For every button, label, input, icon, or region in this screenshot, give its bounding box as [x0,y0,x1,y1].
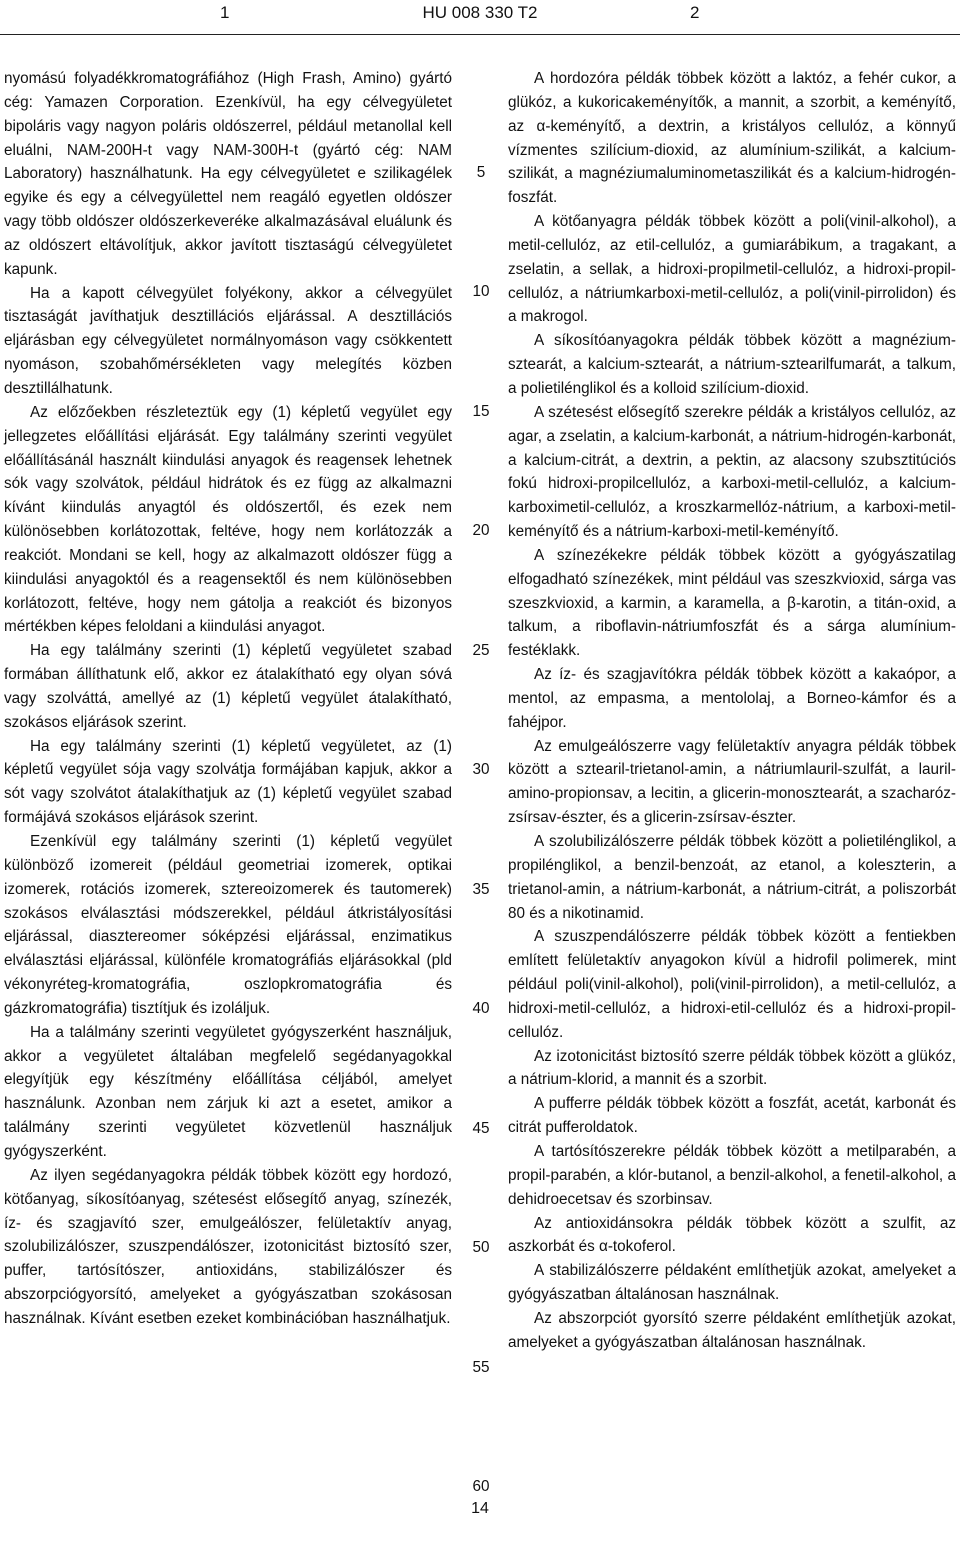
paragraph: A stabilizálószerre példaként említhetjük azokat, amelyeket a gyógyászatban általánosan használnak. [508,1262,956,1304]
line-number: 45 [472,1119,490,1137]
line-number: 20 [472,522,490,540]
header-left-page-number: 1 [220,3,230,22]
paragraph: Az abszorpciót gyorsító szerre példaként említhetjük azokat, amelyeket a gyógyászatban általánosan használnak. [508,1309,956,1351]
line-number: 60 [472,1477,490,1495]
line-number: 10 [472,283,490,301]
left-column [4,67,452,1331]
paragraph: nyomású folyadékkromatográfiához (High Frash, Amino) gyártó cég: Yamazen Corporation. Ezenkívül, ha egy célvegyületet bipoláris vagy nagyon poláris oldószerrel, például metanollal kell eluálni, NAM-200H-t vagy NAM-300H-t (gyártó cég: NAM Laboratory) használhatunk. Ha egy célvegyületet e szilikagélek egyike és egy a célvegyülettel nem reagáló egyetlen oldószer vagy több oldószer oldószerkeveréke alkalmazásával eluálunk és az oldószert eltávolítjuk, akkor javított tisztaságú célvegyületet kapunk. [4,70,452,278]
paragraph: Ha egy találmány szerinti (1) képletű vegyületet szabad formában állíthatunk elő, akkor ez átalakítható egy olyan sóvá vagy szolváttá, amellyé az (1) képletű vegyület átalakítható, szokásos eljárások szerint. [4,642,452,731]
paragraph: Az íz- és szagjavítókra példák többek között a kakaópor, a mentol, az empasma, a mentololaj, a Borneo-kámfor és a fahéjpor. [508,666,956,731]
paragraph: Ha a kapott célvegyület folyékony, akkor a célvegyület tisztaságát javíthatjuk desztillációs eljárással. A desztillációs eljárásban egy célvegyületet normálnyomáson vagy csökkentett nyomáson, szobahőmérsékleten vagy melegítés közben desztillálhatunk. [4,284,452,397]
paragraph: A szétesést elősegítő szerekre példák a kristályos cellulóz, az agar, a zselatin, a kalcium-karbonát, a nátrium-hidrogén-karbonát, a kalcium-citrát, a dextrin, a pektin, az alacsony szubsztitúciós fokú hidroxi-propilcellulóz, a karboxi-metil-cellulóz, a kalcium-karboximetil-cellulóz, a kroszkarmellóz-nátrium, a karboxi-metil-keményítő és a nátrium-karboxi-metil-keményítő. [508,403,956,541]
line-number: 35 [472,880,490,898]
paragraph: Ha egy találmány szerinti (1) képletű vegyületet, az (1) képletű vegyület sója vagy szolvátja formájában kapjuk, akkor a sót vagy szolvátot átalakíthatjuk az (1) képletű vegyület szabad formájává szokásos eljárások szerint. [4,737,452,827]
paragraph: A kötőanyagra példák többek között a poli(vinil-alkohol), a metil-cellulóz, az etil-cellulóz, a gumiarábikum, a tragakant, a zselatin, a sellak, a hidroxi-propilmetil-cellulóz, a hidroxi-propil-cellulóz, a nátriumkarboxi-metil-cellulóz, a poli(vinil-pirrolidon) és a makrogol. [508,213,956,326]
paragraph: Az előzőekben részleteztük egy (1) képletű vegyület egy jellegzetes előállítási eljárását. Egy találmány szerinti vegyület előállításánál használt kiindulási anyagok és reagensek lehetnek sók vagy szolvátok, például hidrátok és ez függ az alkalmazni kívánt kiindulás anyagtól és oldószertől, és ezek nem különösebben korlátozottak, feltéve, hogy nem korlátozzák a reakciót. Mondani se kell, hogy az alkalmazott oldószer függ a kiindulási anyagoktól és a reagensektől és nem különösebben korlátozott, feltéve, hogy nem gátolja a reakciót és bizonyos mértékben képes feloldani a kiindulási anyagot. [4,403,452,636]
paragraph: Ezenkívül egy találmány szerinti (1) képletű vegyület különböző izomereit (például geometriai izomerek, optikai izomerek, rotációs izomerek, sztereoizomerek és tautomerek) szokásos elválasztási módszerekkel, például átkristályosítási eljárással, diasztereomer sóképzési eljárással, enzimatikus elválasztási eljárással, különféle kromatográfiás eljárásokkal (pld vékonyréteg-kromatográfia, oszlopkromatográfia és gázkromatográfia) tisztítjuk és izoláljuk. [4,833,452,1017]
line-number: 25 [472,641,490,659]
patent-number: HU 008 330 T2 [422,3,538,22]
page-number: 14 [471,1500,489,1517]
paragraph: A pufferre példák többek között a foszfát, acetát, karbonát és citrát pufferoldatok. [508,1095,956,1137]
paragraph: Az antioxidánsokra példák többek között a szulfit, az aszkorbát és α-tokoferol. [508,1214,956,1256]
paragraph: Az emulgeálószerre vagy felületaktív anyagra példák többek között a sztearil-trietanol-amin, a nátriumlauril-szulfát, a lauril-amino-propionsav, a lecitin, a glicerin-monosztearát, a szacharóz-zsírsav-észter, és a glicerin-zsírsav-észter. [508,737,956,827]
paragraph: Ha a találmány szerinti vegyületet gyógyszerként használjuk, akkor a vegyületet általában megfelelő segédanyagokkal elegyítjük egy készítmény előállítása céljából, amelyet használunk. Azonban nem zárjuk ki azt a esetet, amikor a találmány szerinti vegyületet közvetlenül használjuk gyógyszerként. [4,1023,452,1160]
header-rule [0,34,960,35]
line-number: 30 [472,761,490,779]
paragraph: Az ilyen segédanyagokra példák többek között egy hordozó, kötőanyag, síkosítóanyag, szétesést elősegítő anyag, színezék, íz- és szagjavító szer, emulgeálószer, felületaktív anyag, szolubilizálószer, szuszpendálószer, izotonicitást biztosító szer, puffer, tartósítószer, antioxidáns, stabilizálószer és abszorpciógyorsító, amelyeket a gyógyászatban szokásosan használnak. Kívánt esetben ezeket kombinációban használhatjuk. [4,1166,452,1327]
header-right-page-number: 2 [690,3,700,22]
right-column [508,67,956,1355]
line-number: 15 [472,402,490,420]
line-number: 55 [472,1358,490,1376]
paragraph: A hordozóra példák többek között a laktóz, a fehér cukor, a glükóz, a kukoricakeményítők, a mannit, a szorbit, a keményítő, az α-keményítő, a dextrin, a kristályos cellulóz, a könnyű vízmentes szilícium-dioxid, az alumínium-szilikát, a kalcium-szilikát, a magnéziumaluminometaszilikát és a kalcium-hidrogén-foszfát. [508,70,956,207]
paragraph: A síkosítóanyagokra példák többek között a magnézium-sztearát, a kalcium-sztearát, a nátrium-sztearilfumarát, a talkum, a polietilénglikol és a kolloid szilícium-dioxid. [508,332,956,397]
paragraph: A színezékekre példák többek között a gyógyászatilag elfogadható színezékek, mint például vas szeszkvioxid, sárga vas szeszkvioxid, a karmin, a karamella, a β-karotin, a titán-oxid, a talkum, a riboflavin-nátriumfoszfát és a sárga alumínium-festéklakk. [508,546,956,660]
paragraph: A szuszpendálószerre példák többek között a fentiekben említett felületaktív anyagokon kívül a hidrofil polimerek, mint például poli(vinil-alkohol), poli(vinil-pirrolidon), a metil-cellulóz, a hidroxi-metil-cellulóz, a hidroxi-etil-cellulóz és a hidroxi-propil-cellulóz. [508,928,956,1041]
paragraph: A szolubilizálószerre példák többek között a polietilénglikol, a propilénglikol, a benzil-benzoát, az etanol, a koleszterin, a trietanol-amin, a nátrium-karbonát, a nátrium-citrát, a poliszorbát 80 és a nikotinamid. [508,833,956,922]
line-number: 40 [472,1000,490,1018]
line-number: 5 [476,164,486,181]
paragraph: Az izotonicitást biztosító szerre példák többek között a glükóz, a nátrium-klorid, a mannit és a szorbit. [508,1047,956,1089]
paragraph: A tartósítószerekre példák többek között a metilparabén, a propil-parabén, a klór-butanol, a benzil-alkohol, a fenetil-alkohol, a dehidroecetsav és szorbinsav. [508,1142,956,1208]
line-number: 50 [472,1239,490,1257]
